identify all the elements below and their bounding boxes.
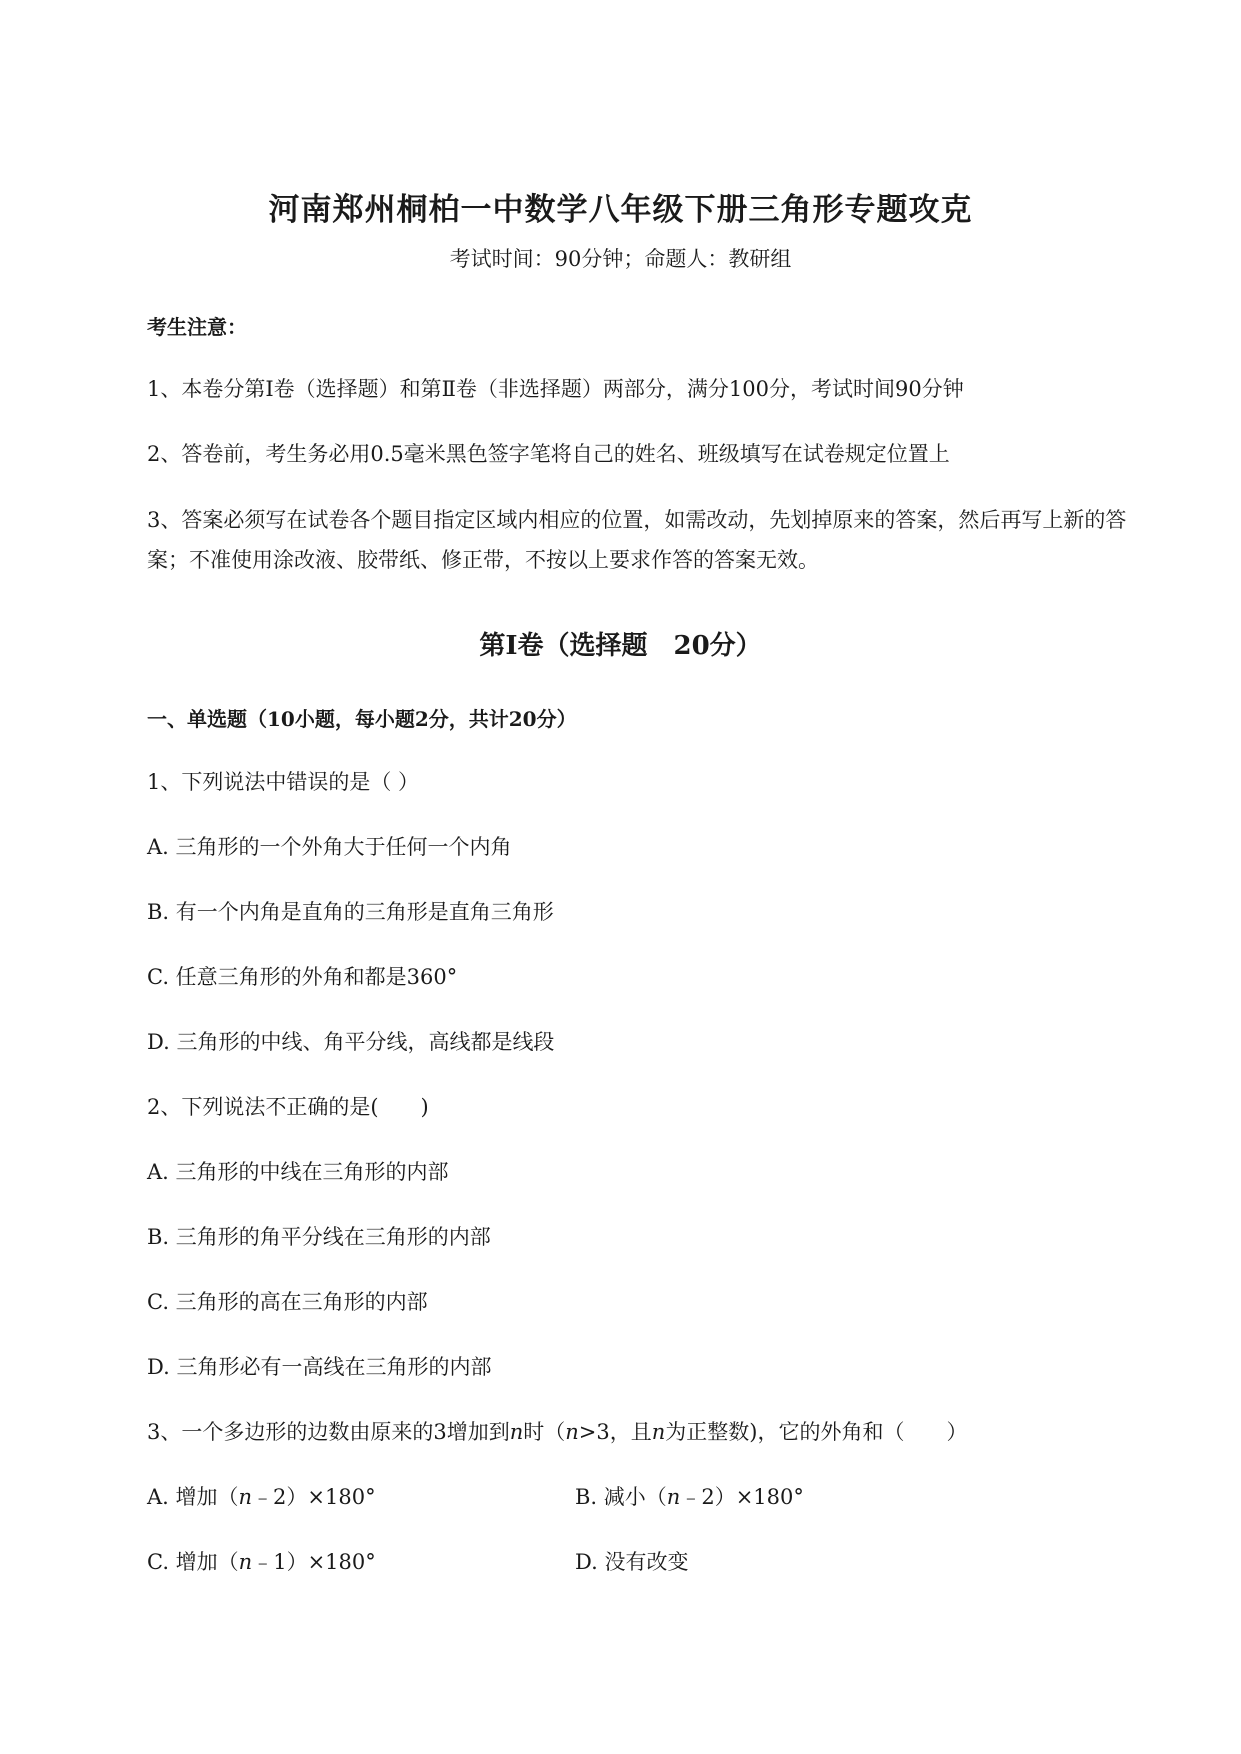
stem-text: 3、一个多边形的边数由原来的3增加到 xyxy=(147,1420,510,1444)
notice-item-3: 3、答案必须写在试卷各个题目指定区域内相应的位置，如需改动，先划掉原来的答案，然后再写上新的答案；不准使用涂改液、胶带纸、修正带，不按以上要求作答的答案无效。 xyxy=(147,508,1127,572)
notice-item-2: 2、答卷前，考生务必用0.5毫米黑色签字笔将自己的姓名、班级填写在试卷规定位置上 xyxy=(147,442,950,466)
question-3-option-a xyxy=(147,1483,376,1511)
question-2-option-b: B. 三角形的角平分线在三角形的内部 xyxy=(147,1225,491,1249)
option-text: B. 减小（ xyxy=(575,1485,667,1509)
section-title: 第I卷（选择题 20分） xyxy=(479,631,762,661)
notice-heading: 考生注意： xyxy=(147,315,247,339)
question-1-stem: 1、下列说法中错误的是（ ） xyxy=(147,770,420,794)
option-text: ﹣1）×180° xyxy=(252,1550,376,1574)
question-2-option-c: C. 三角形的高在三角形的内部 xyxy=(147,1290,428,1314)
question-3-stem xyxy=(147,1418,968,1446)
stem-text: 为正整数)，它的外角和（ ） xyxy=(665,1420,968,1444)
question-2-option-a: A. 三角形的中线在三角形的内部 xyxy=(147,1160,449,1184)
exam-subtitle: 考试时间：90分钟；命题人：教研组 xyxy=(449,247,792,271)
question-2-stem: 2、下列说法不正确的是( ) xyxy=(147,1095,429,1119)
part-heading: 一、单选题（10小题，每小题2分，共计20分） xyxy=(147,707,577,731)
variable-n: n xyxy=(651,1420,666,1444)
variable-n: n xyxy=(238,1550,253,1574)
question-1-option-a: A. 三角形的一个外角大于任何一个内角 xyxy=(147,835,512,859)
variable-n: n xyxy=(509,1420,524,1444)
option-text: ﹣2）×180° xyxy=(680,1485,804,1509)
variable-n: n xyxy=(238,1485,253,1509)
question-2-option-d: D. 三角形必有一高线在三角形的内部 xyxy=(147,1355,492,1379)
stem-text: >3，且 xyxy=(578,1420,652,1444)
variable-n: n xyxy=(666,1485,681,1509)
stem-text: 时（ xyxy=(523,1420,566,1444)
option-text: C. 增加（ xyxy=(147,1550,239,1574)
option-text: A. 增加（ xyxy=(147,1485,239,1509)
question-3-option-b xyxy=(575,1483,804,1511)
notice-item-1: 1、本卷分第I卷（选择题）和第Ⅱ卷（非选择题）两部分，满分100分，考试时间90分钟 xyxy=(147,377,964,401)
option-text: ﹣2）×180° xyxy=(252,1485,376,1509)
variable-n: n xyxy=(565,1420,579,1444)
question-3-option-d: D. 没有改变 xyxy=(575,1550,689,1574)
exam-title: 河南郑州桐柏一中数学八年级下册三角形专题攻克 xyxy=(268,192,973,228)
question-1-option-b: B. 有一个内角是直角的三角形是直角三角形 xyxy=(147,900,554,924)
question-3-option-c xyxy=(147,1548,376,1576)
question-1-option-c: C. 任意三角形的外角和都是360° xyxy=(147,965,458,989)
question-1-option-d: D. 三角形的中线、角平分线，高线都是线段 xyxy=(147,1030,555,1054)
